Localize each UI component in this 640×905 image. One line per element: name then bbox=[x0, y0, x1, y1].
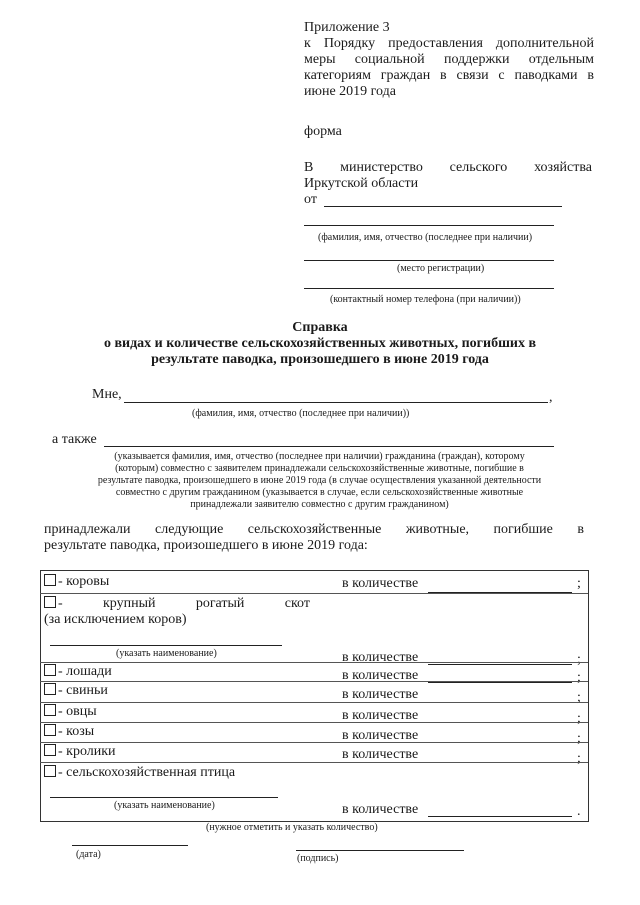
row-label: - сельскохозяйственная птица bbox=[58, 765, 236, 780]
appendix-line: меры социальной поддержки отдельным bbox=[304, 52, 594, 67]
qty-label: в количестве bbox=[342, 747, 419, 762]
also-hint-line: (указывается фамилия, имя, отчество (последнее при наличии) гражданина (граждан), которому bbox=[114, 451, 525, 462]
qty-label: в количестве bbox=[342, 708, 419, 723]
checkbox-cattle[interactable] bbox=[44, 596, 56, 608]
title-line: результате паводка, произошедшего в июне 2019 года bbox=[151, 352, 489, 367]
semicolon: ; bbox=[577, 576, 581, 591]
qty-field-horses[interactable] bbox=[428, 682, 572, 683]
hint-registration: (место регистрации) bbox=[397, 263, 485, 274]
appendix-title: Приложение 3 bbox=[304, 20, 390, 35]
addressee-line: Иркутской области bbox=[304, 176, 419, 191]
row-cattle bbox=[44, 596, 310, 628]
body-paragraph bbox=[44, 522, 584, 554]
row-label: - крупный рогатый скот bbox=[58, 596, 310, 611]
also-field[interactable] bbox=[104, 446, 554, 447]
registration-field[interactable] bbox=[304, 260, 554, 261]
checkbox-poultry[interactable] bbox=[44, 765, 56, 777]
me-label: Мне, bbox=[92, 387, 122, 402]
cattle-name-field[interactable] bbox=[50, 645, 282, 646]
row-divider bbox=[40, 762, 588, 763]
semicolon: ; bbox=[577, 690, 581, 705]
signature-field[interactable] bbox=[296, 850, 464, 851]
date-field[interactable] bbox=[72, 845, 188, 846]
appendix-line: категориям граждан в связи с паводками в bbox=[304, 68, 594, 83]
semicolon: ; bbox=[577, 652, 581, 667]
row-label: - коровы bbox=[58, 574, 110, 589]
footer-note: (нужное отметить и указать количество) bbox=[206, 822, 378, 833]
also-label: а также bbox=[52, 432, 97, 447]
semicolon: ; bbox=[577, 731, 581, 746]
qty-label: в количестве bbox=[342, 576, 419, 591]
qty-field-poultry[interactable] bbox=[428, 816, 572, 817]
date-label: (дата) bbox=[76, 849, 101, 860]
qty-label: в количестве bbox=[342, 668, 419, 683]
row-divider bbox=[40, 702, 588, 703]
addressee-line: В министерство сельского хозяйства bbox=[304, 160, 592, 175]
row-label-sub: (за исключением коров) bbox=[44, 612, 187, 627]
row-pigs bbox=[44, 683, 108, 699]
from-field[interactable] bbox=[324, 206, 562, 207]
title-line: Справка bbox=[292, 320, 348, 335]
row-divider bbox=[40, 593, 588, 594]
qty-label: в количестве bbox=[342, 687, 419, 702]
signature-label: (подпись) bbox=[297, 853, 339, 864]
row-rabbits bbox=[44, 744, 116, 760]
qty-label: в количестве bbox=[342, 650, 419, 665]
poultry-name-field[interactable] bbox=[50, 797, 278, 798]
row-divider bbox=[40, 722, 588, 723]
row-goats bbox=[44, 724, 94, 740]
checkbox-cows[interactable] bbox=[44, 574, 56, 586]
row-poultry bbox=[44, 765, 235, 781]
row-label: - свиньи bbox=[58, 683, 108, 698]
body-line: результате паводка, произошедшего в июне 2019 года: bbox=[44, 538, 368, 553]
row-horses bbox=[44, 664, 112, 680]
checkbox-horses[interactable] bbox=[44, 664, 56, 676]
also-hint bbox=[52, 451, 587, 511]
addressee-block bbox=[304, 160, 592, 208]
semicolon: ; bbox=[577, 751, 581, 766]
also-hint-line: совместно с другим гражданином (указывается в случае, если сельскохозяйственные животные bbox=[115, 487, 524, 498]
checkbox-goats[interactable] bbox=[44, 724, 56, 736]
title-line: о видах и количестве сельскохозяйственных животных, погибших в bbox=[103, 336, 537, 351]
qty-label: в количестве bbox=[342, 728, 419, 743]
semicolon: ; bbox=[577, 670, 581, 685]
row-divider bbox=[40, 681, 588, 682]
me-field[interactable] bbox=[124, 402, 548, 403]
checkbox-rabbits[interactable] bbox=[44, 744, 56, 756]
form-label: форма bbox=[304, 124, 342, 139]
hint-name-cattle: (указать наименование) bbox=[116, 648, 217, 659]
document-title bbox=[60, 320, 580, 368]
hint-name-poultry: (указать наименование) bbox=[114, 800, 215, 811]
row-cows bbox=[44, 574, 109, 590]
checkbox-pigs[interactable] bbox=[44, 683, 56, 695]
me-comma: , bbox=[549, 390, 553, 405]
me-hint: (фамилия, имя, отчество (последнее при наличии)) bbox=[192, 408, 410, 419]
row-label: - козы bbox=[58, 724, 95, 739]
appendix-line: к Порядку предоставления дополнительной bbox=[304, 36, 594, 51]
also-hint-line: результате паводка, произошедшего в июне 2019 года (в случае осуществления указанной деятельности bbox=[97, 475, 542, 486]
row-divider bbox=[40, 662, 588, 663]
also-hint-line: принадлежали заявителю совместно с другим гражданином) bbox=[190, 499, 449, 510]
period: . bbox=[577, 804, 581, 819]
semicolon: ; bbox=[577, 711, 581, 726]
appendix-block bbox=[304, 20, 594, 100]
applicant-name-field[interactable] bbox=[304, 225, 554, 226]
appendix-line: июне 2019 года bbox=[304, 84, 396, 99]
row-sheep bbox=[44, 704, 97, 720]
body-line: принадлежали следующие сельскохозяйственные животные, погибшие в bbox=[44, 522, 584, 537]
qty-field-cattle[interactable] bbox=[428, 664, 572, 665]
checkbox-sheep[interactable] bbox=[44, 704, 56, 716]
addressee-from: от bbox=[304, 192, 317, 207]
hint-name: (фамилия, имя, отчество (последнее при наличии) bbox=[318, 232, 533, 243]
row-label: - овцы bbox=[58, 704, 97, 719]
row-divider bbox=[40, 742, 588, 743]
qty-label: в количестве bbox=[342, 802, 419, 817]
phone-field[interactable] bbox=[304, 288, 554, 289]
row-label: - лошади bbox=[58, 664, 112, 679]
hint-phone: (контактный номер телефона (при наличии)) bbox=[330, 294, 521, 305]
also-hint-line: (которым) совместно с заявителем принадлежали сельскохозяйственные животные, погибшие в bbox=[115, 463, 524, 474]
row-label: - кролики bbox=[58, 744, 116, 759]
